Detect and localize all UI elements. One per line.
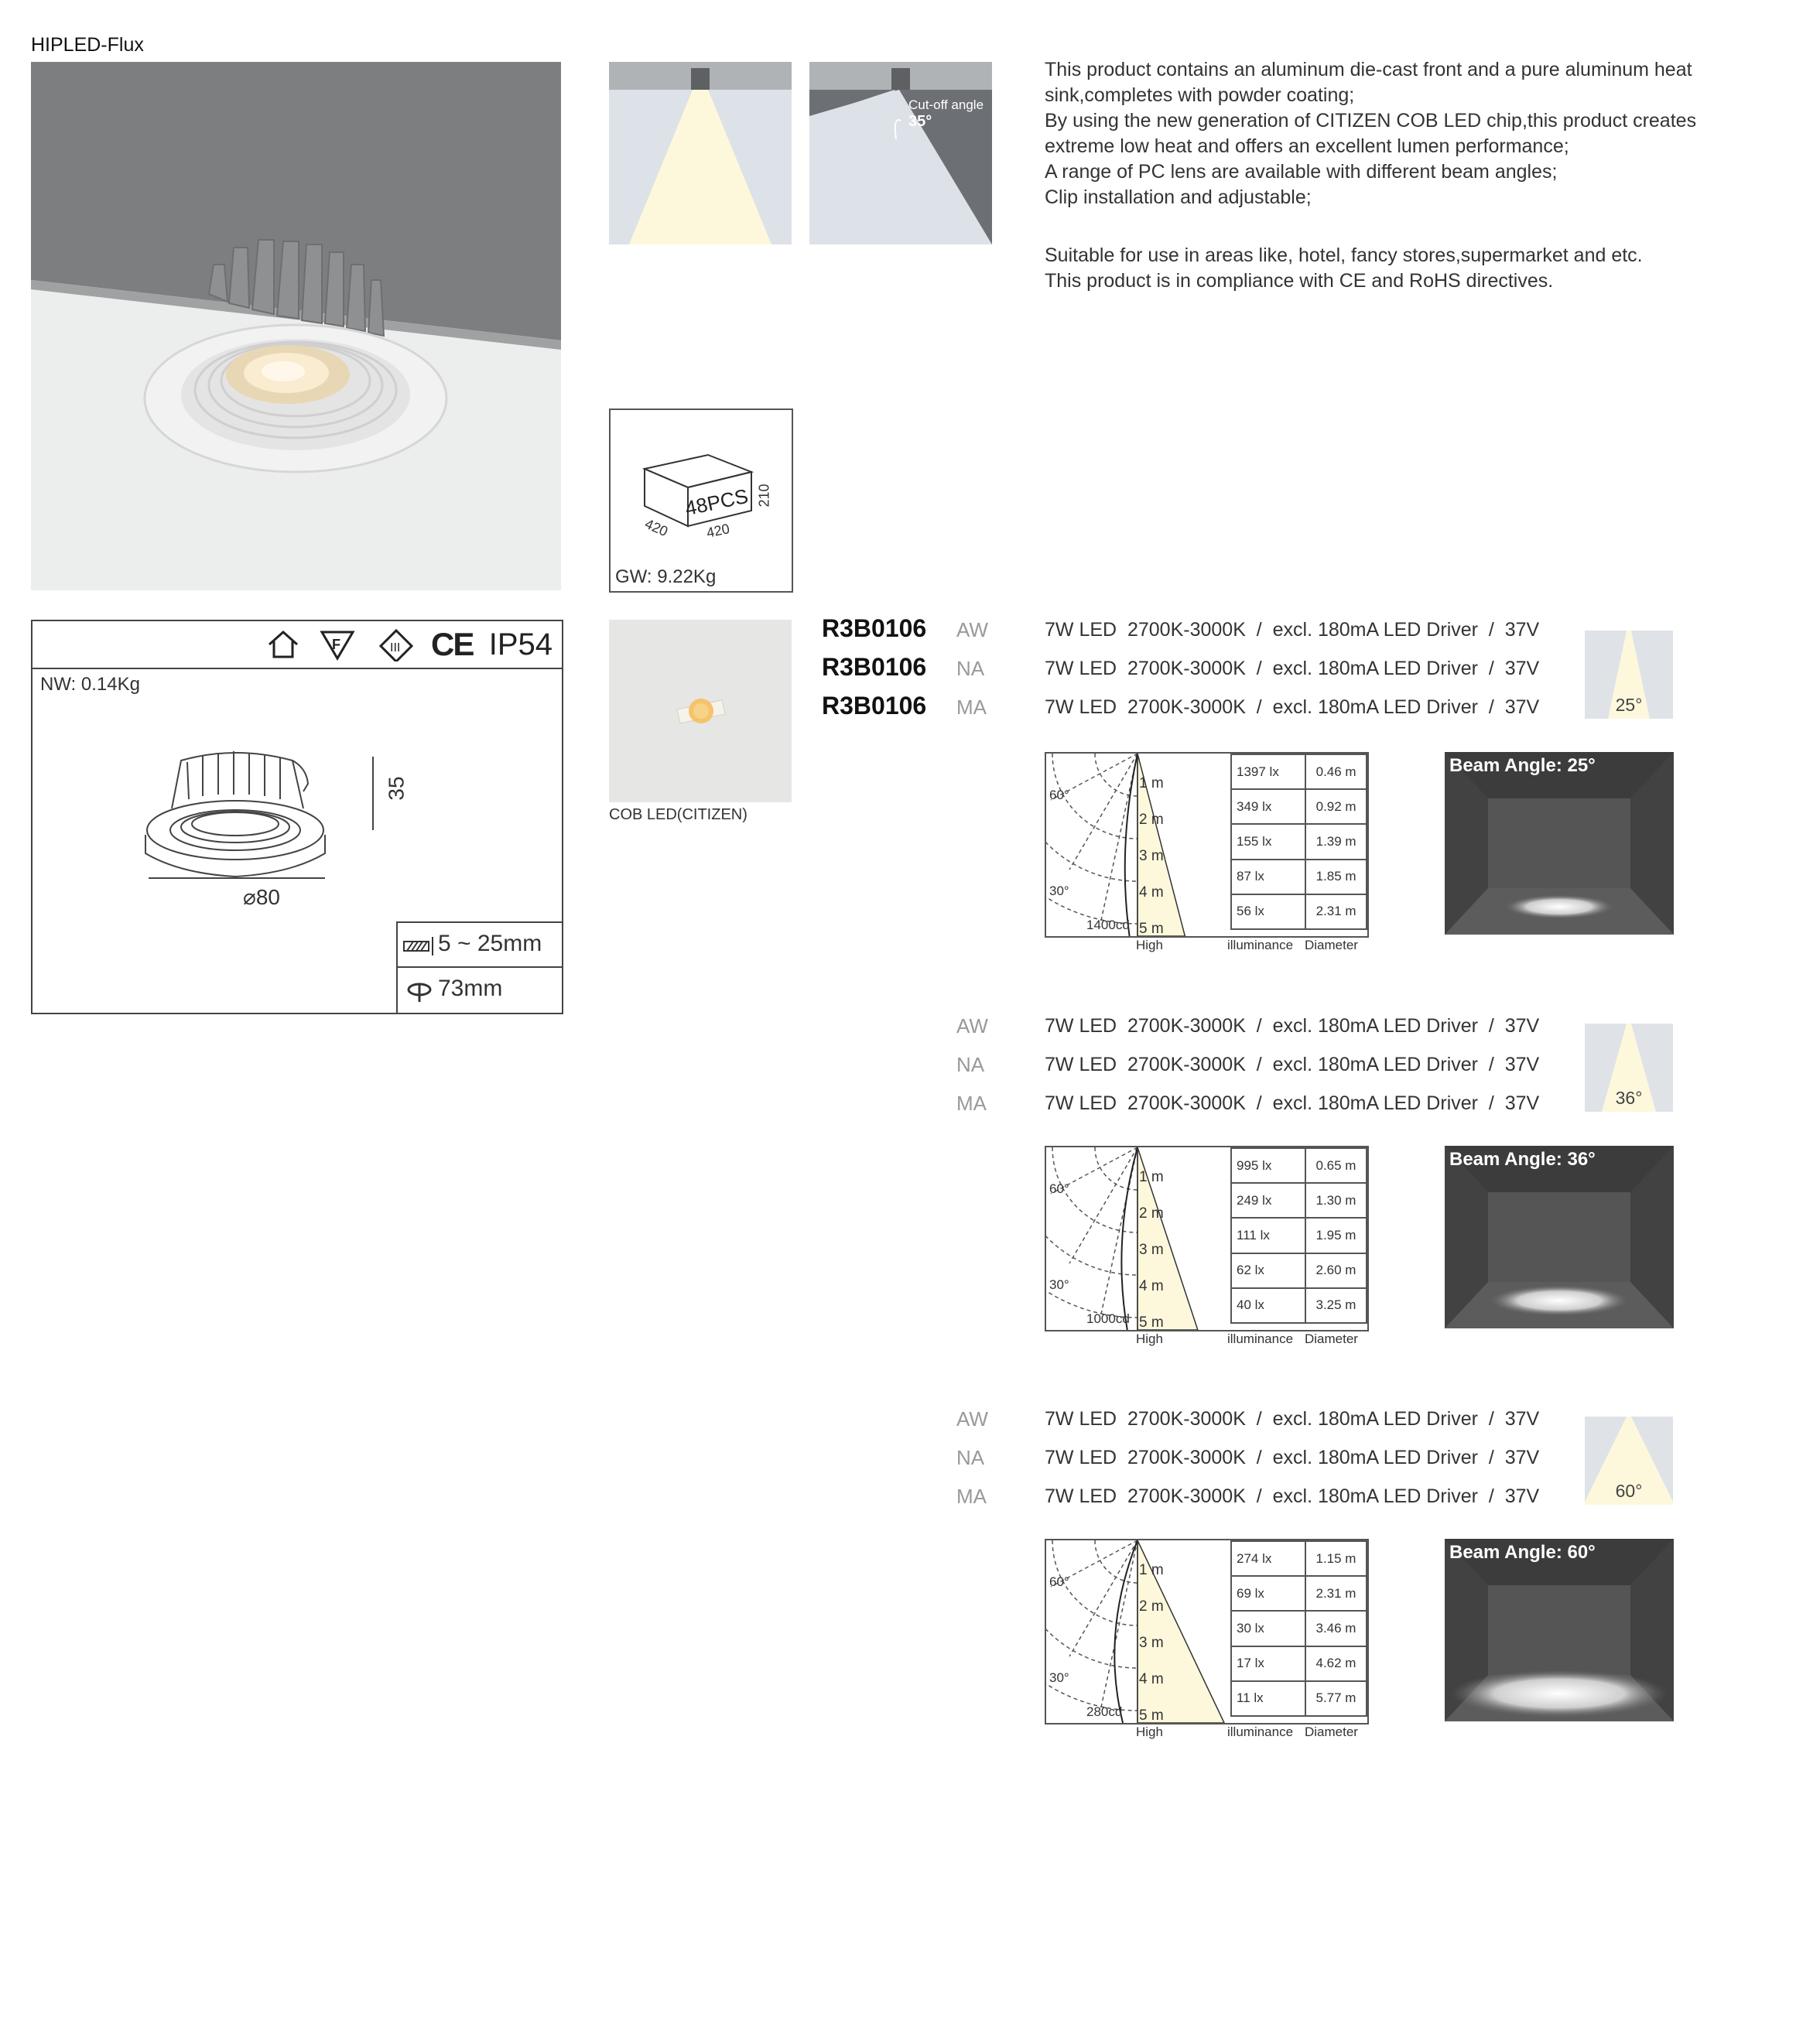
diameter-cell: 1.85 m bbox=[1305, 860, 1367, 894]
product-description bbox=[1045, 57, 1702, 294]
table-row bbox=[1231, 1288, 1367, 1323]
table-row bbox=[1231, 1611, 1367, 1646]
variant-code: NA bbox=[956, 657, 985, 680]
illuminance-cell: 69 lx bbox=[1231, 1576, 1305, 1611]
table-row bbox=[1231, 1646, 1367, 1681]
beam-photo-label: Beam Angle: 60° bbox=[1449, 1542, 1596, 1563]
angle-label: 60° bbox=[1049, 1181, 1069, 1196]
product-code: R3B0106 bbox=[822, 653, 927, 681]
diameter-cell: 2.31 m bbox=[1305, 894, 1367, 929]
diameter-cell: 1.39 m bbox=[1305, 824, 1367, 859]
spec-line: 7W LED 2700K-3000K / excl. 180mA LED Driver / 37V bbox=[1045, 1054, 1540, 1075]
ip-rating: IP54 bbox=[488, 627, 552, 661]
beam-photo-label: Beam Angle: 36° bbox=[1449, 1149, 1596, 1170]
spec-line: 7W LED 2700K-3000K / excl. 180mA LED Driver / 37V bbox=[1045, 619, 1540, 641]
description-line: This product contains an aluminum die-cast front and a pure aluminum heat sink,completes with powder coating; bbox=[1045, 59, 1692, 106]
cutout-icon bbox=[405, 980, 433, 1003]
illuminance-label: illuminance bbox=[1227, 1724, 1294, 1739]
diameter-cell: 4.62 m bbox=[1305, 1646, 1367, 1681]
product-code: R3B0106 bbox=[822, 614, 927, 642]
illuminance-cell: 249 lx bbox=[1231, 1183, 1305, 1218]
spec-line: 7W LED 2700K-3000K / excl. 180mA LED Driver / 37V bbox=[1045, 1015, 1540, 1037]
illuminance-table bbox=[1230, 1147, 1367, 1324]
table-row bbox=[1231, 1253, 1367, 1288]
beam-angle-icon bbox=[1585, 631, 1673, 719]
distance-label: 4 m bbox=[1139, 1278, 1164, 1294]
table-row bbox=[1231, 1148, 1367, 1183]
spec-line: 7W LED 2700K-3000K / excl. 180mA LED Driver / 37V bbox=[1045, 1447, 1540, 1468]
description-line: A range of PC lens are available with different beam angles; bbox=[1045, 161, 1558, 183]
package-dim-a: 420 bbox=[642, 515, 671, 540]
specification-box bbox=[31, 620, 563, 1014]
variant-code: AW bbox=[956, 1014, 988, 1037]
distance-label: 2 m bbox=[1139, 812, 1164, 828]
distance-label: 4 m bbox=[1139, 884, 1164, 901]
net-weight: NW: 0.14Kg bbox=[40, 674, 140, 695]
candela-label: 280cd bbox=[1086, 1704, 1123, 1719]
ceiling-thickness-row bbox=[396, 921, 563, 968]
description-line: Suitable for use in areas like, hotel, fancy stores,supermarket and etc. bbox=[1045, 244, 1643, 266]
beam-angle-icon bbox=[1585, 1417, 1673, 1505]
variant-code: MA bbox=[956, 1485, 987, 1508]
diameter-cell: 3.46 m bbox=[1305, 1611, 1367, 1646]
photometric-table bbox=[1045, 1539, 1369, 1724]
f-mark-icon bbox=[322, 632, 353, 658]
diameter-cell: 0.65 m bbox=[1305, 1148, 1367, 1183]
indoor-icon bbox=[269, 632, 297, 657]
beam-photo-label: Beam Angle: 25° bbox=[1449, 755, 1596, 776]
spec-line: 7W LED 2700K-3000K / excl. 180mA LED Driver / 37V bbox=[1045, 1092, 1540, 1114]
package-dim-h: 210 bbox=[756, 484, 772, 508]
ceiling-thickness-icon bbox=[402, 935, 436, 957]
angle-label: 60° bbox=[1049, 1574, 1069, 1589]
illuminance-cell: 30 lx bbox=[1231, 1611, 1305, 1646]
variant-code: AW bbox=[956, 1407, 988, 1431]
diameter-cell: 0.92 m bbox=[1305, 789, 1367, 824]
illuminance-cell: 62 lx bbox=[1231, 1253, 1305, 1288]
illuminance-label: illuminance bbox=[1227, 1331, 1294, 1346]
distance-label: 3 m bbox=[1139, 848, 1164, 864]
table-row bbox=[1231, 1576, 1367, 1611]
diameter-label: Diameter bbox=[1305, 938, 1358, 952]
illuminance-table bbox=[1230, 754, 1367, 930]
product-title: HIPLED-Flux bbox=[31, 34, 144, 56]
variant-code: AW bbox=[956, 618, 988, 641]
illuminance-cell: 40 lx bbox=[1231, 1288, 1305, 1323]
cutoff-label: Cut-off angle bbox=[908, 97, 984, 112]
angle-label: 60° bbox=[1049, 788, 1069, 802]
angle-label: 30° bbox=[1049, 1670, 1069, 1685]
cutoff-value: 35° bbox=[908, 113, 932, 130]
photometric-table bbox=[1045, 752, 1369, 938]
illuminance-cell: 56 lx bbox=[1231, 894, 1305, 929]
table-row bbox=[1231, 789, 1367, 824]
angle-label: 30° bbox=[1049, 884, 1069, 898]
product-photo bbox=[31, 62, 561, 590]
package-dim-b: 420 bbox=[705, 521, 731, 541]
diameter-label: Diameter bbox=[1305, 1724, 1358, 1739]
description-line: Clip installation and adjustable; bbox=[1045, 186, 1312, 208]
variant-code: MA bbox=[956, 1092, 987, 1115]
illuminance-cell: 274 lx bbox=[1231, 1541, 1305, 1576]
table-row bbox=[1231, 1218, 1367, 1253]
illuminance-label: illuminance bbox=[1227, 938, 1294, 952]
illuminance-cell: 1397 lx bbox=[1231, 754, 1305, 789]
package-info bbox=[609, 408, 793, 593]
high-label: High bbox=[1136, 938, 1163, 952]
spec-line: 7W LED 2700K-3000K / excl. 180mA LED Driver / 37V bbox=[1045, 1485, 1540, 1507]
beam-angle-value: 60° bbox=[1615, 1481, 1643, 1501]
diameter-cell: 2.60 m bbox=[1305, 1253, 1367, 1288]
distance-label: 1 m bbox=[1139, 775, 1164, 791]
diameter-cell: 3.25 m bbox=[1305, 1288, 1367, 1323]
table-row bbox=[1231, 754, 1367, 789]
beam-angle-value: 36° bbox=[1615, 1088, 1643, 1108]
beam-angle-icon bbox=[1585, 1024, 1673, 1112]
distance-label: 2 m bbox=[1139, 1205, 1164, 1222]
illuminance-cell: 87 lx bbox=[1231, 860, 1305, 894]
variant-code: NA bbox=[956, 1053, 985, 1076]
table-row bbox=[1231, 894, 1367, 929]
ce-mark: CE bbox=[431, 626, 474, 662]
product-line-drawing bbox=[141, 737, 404, 884]
height-dimension: 35 bbox=[384, 776, 409, 801]
certification-header bbox=[32, 621, 562, 669]
distance-label: 5 m bbox=[1139, 1314, 1164, 1331]
distance-label: 5 m bbox=[1139, 921, 1164, 937]
candela-label: 1000cd bbox=[1086, 1311, 1130, 1326]
illuminance-cell: 17 lx bbox=[1231, 1646, 1305, 1681]
distance-label: 1 m bbox=[1139, 1562, 1164, 1578]
distance-label: 3 m bbox=[1139, 1242, 1164, 1258]
cutout-value: 73mm bbox=[438, 976, 503, 1001]
illuminance-cell: 155 lx bbox=[1231, 824, 1305, 859]
distance-label: 1 m bbox=[1139, 1169, 1164, 1185]
spec-line: 7W LED 2700K-3000K / excl. 180mA LED Driver / 37V bbox=[1045, 696, 1540, 718]
product-code: R3B0106 bbox=[822, 692, 927, 720]
table-row bbox=[1231, 824, 1367, 859]
distance-label: 5 m bbox=[1139, 1707, 1164, 1724]
high-label: High bbox=[1136, 1724, 1163, 1739]
diameter-dimension: ⌀80 bbox=[243, 885, 281, 909]
table-row bbox=[1231, 1541, 1367, 1576]
svg-text:F: F bbox=[332, 637, 340, 652]
beam-diagram bbox=[609, 62, 792, 244]
diameter-label: Diameter bbox=[1305, 1331, 1358, 1346]
illuminance-cell: 995 lx bbox=[1231, 1148, 1305, 1183]
photometric-table bbox=[1045, 1146, 1369, 1331]
spec-line: 7W LED 2700K-3000K / excl. 180mA LED Driver / 37V bbox=[1045, 1408, 1540, 1430]
cob-led-photo bbox=[609, 620, 792, 802]
candela-label: 1400cd bbox=[1086, 918, 1130, 932]
variant-code: NA bbox=[956, 1446, 985, 1469]
angle-label: 30° bbox=[1049, 1277, 1069, 1292]
illuminance-cell: 349 lx bbox=[1231, 789, 1305, 824]
diameter-cell: 1.30 m bbox=[1305, 1183, 1367, 1218]
cutoff-angle-diagram bbox=[809, 62, 992, 244]
cutout-row bbox=[396, 966, 563, 1013]
table-row bbox=[1231, 1681, 1367, 1716]
beam-photo bbox=[1445, 1539, 1674, 1721]
description-line: This product is in compliance with CE and RoHS directives. bbox=[1045, 270, 1554, 292]
diameter-cell: 2.31 m bbox=[1305, 1576, 1367, 1611]
diameter-cell: 5.77 m bbox=[1305, 1681, 1367, 1716]
description-line: By using the new generation of CITIZEN COB LED chip,this product creates extreme low heat and offers an excellent lumen performance; bbox=[1045, 110, 1697, 157]
illuminance-cell: 11 lx bbox=[1231, 1681, 1305, 1716]
variant-code: MA bbox=[956, 696, 987, 719]
distance-label: 3 m bbox=[1139, 1635, 1164, 1651]
distance-label: 4 m bbox=[1139, 1671, 1164, 1687]
table-row bbox=[1231, 1183, 1367, 1218]
beam-photo bbox=[1445, 1146, 1674, 1328]
diameter-cell: 0.46 m bbox=[1305, 754, 1367, 789]
illuminance-table bbox=[1230, 1540, 1367, 1717]
ceiling-thickness-value: 5 ~ 25mm bbox=[438, 931, 542, 956]
beam-angle-value: 25° bbox=[1615, 695, 1643, 715]
beam-photo bbox=[1445, 752, 1674, 935]
high-label: High bbox=[1136, 1331, 1163, 1346]
diameter-cell: 1.15 m bbox=[1305, 1541, 1367, 1576]
diameter-cell: 1.95 m bbox=[1305, 1218, 1367, 1253]
package-count: 48PCS bbox=[682, 484, 751, 521]
distance-label: 2 m bbox=[1139, 1598, 1164, 1615]
gross-weight: GW: 9.22Kg bbox=[615, 566, 717, 587]
class-iii-icon bbox=[381, 631, 412, 661]
svg-text:III: III bbox=[390, 641, 401, 655]
table-row bbox=[1231, 860, 1367, 894]
spec-line: 7W LED 2700K-3000K / excl. 180mA LED Driver / 37V bbox=[1045, 658, 1540, 679]
cob-caption: COB LED(CITIZEN) bbox=[609, 806, 748, 823]
illuminance-cell: 111 lx bbox=[1231, 1218, 1305, 1253]
